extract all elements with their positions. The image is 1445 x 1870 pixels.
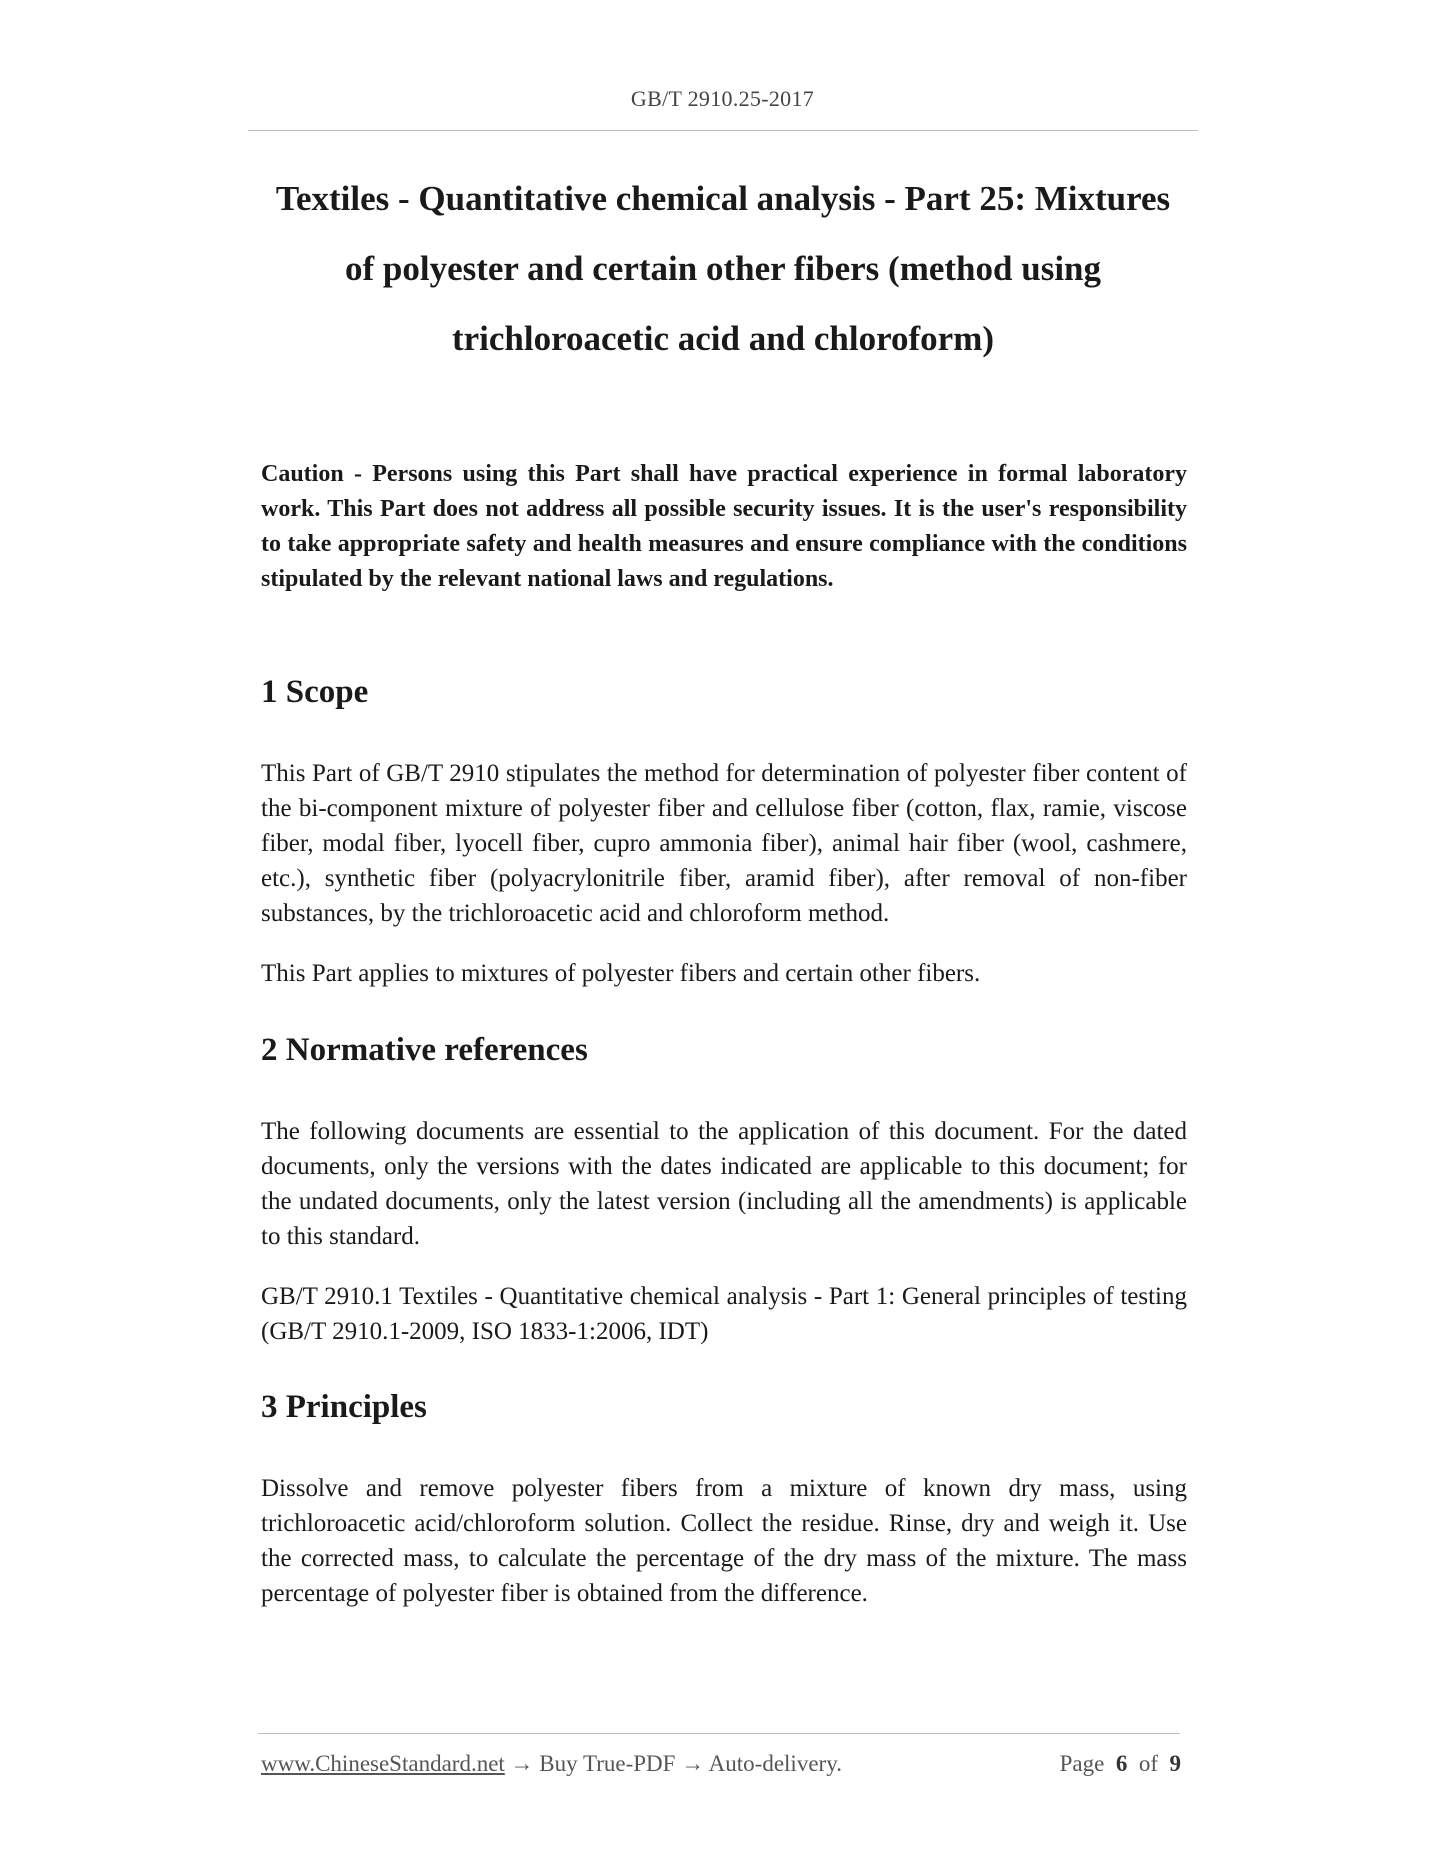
title-line-2: of polyester and certain other fibers (method using <box>344 249 1102 288</box>
chinesestandard-link[interactable]: www.ChineseStandard.net <box>261 1751 505 1776</box>
arrow-right-icon: → <box>510 1751 534 1776</box>
page-number <box>1060 1751 1181 1777</box>
page-total: 9 <box>1169 1751 1181 1776</box>
footer-promo <box>261 1751 842 1777</box>
section-heading-scope: 1 Scope <box>261 674 369 710</box>
header-divider <box>248 130 1198 131</box>
arrow-right-icon: → <box>681 1751 705 1776</box>
document-code-header: GB/T 2910.25-2017 <box>630 86 815 111</box>
page-of-label: of <box>1138 1751 1158 1776</box>
section-heading-principles: 3 Principles <box>261 1389 427 1425</box>
scope-paragraph-1: This Part of GB/T 2910 stipulates the method for determination of polyester fiber content of the bi-component mixture of polyester fiber and cellulose fiber (cotton, flax, ramie, viscose fiber, modal fiber, lyocell fiber, cupro ammonia fiber), animal hair fiber (wool, cashmere, etc.), synthetic fiber (polyacrylonitrile fiber, aramid fiber), after removal of non-fiber substances, by the trichloroacetic acid and chloroform method. <box>261 760 1187 927</box>
normative-reference-entry: GB/T 2910.1 Textiles - Quantitative chemical analysis - Part 1: General principles of testing (GB/T 2910.1-2009, ISO 1833-1:2006, IDT) <box>261 1283 1187 1345</box>
document-title <box>248 164 1198 374</box>
caution-paragraph: Caution - Persons using this Part shall have practical experience in formal laboratory work. This Part does not address all possible security issues. It is the user's responsibility to take appropriate safety and health measures and ensure compliance with the conditions stipulated by the relevant national laws and regulations. <box>261 461 1187 592</box>
normative-paragraph-1: The following documents are essential to the application of this document. For the dated documents, only the versions with the dates indicated are applicable to this document; for the undated documents, only the latest version (including all the amendments) is applicable to this standard. <box>261 1118 1187 1250</box>
page-current: 6 <box>1115 1751 1128 1776</box>
principles-paragraph: Dissolve and remove polyester fibers from a mixture of known dry mass, using trichloroacetic acid/chloroform solution. Collect the residue. Rinse, dry and weigh it. Use the corrected mass, to calculate the percentage of the dry mass of the mixture. The mass percentage of polyester fiber is obtained from the difference. <box>261 1475 1187 1607</box>
footer-delivery-text: Auto-delivery. <box>708 1751 842 1776</box>
footer-divider <box>258 1733 1180 1734</box>
title-line-3: trichloroacetic acid and chloroform) <box>451 319 995 358</box>
scope-paragraph-2: This Part applies to mixtures of polyester fibers and certain other fibers. <box>261 960 981 987</box>
title-line-1: Textiles - Quantitative chemical analysis - Part 25: Mixtures <box>275 179 1171 218</box>
footer-buy-text: Buy True-PDF <box>539 1751 676 1776</box>
section-heading-normative-references: 2 Normative references <box>261 1032 588 1068</box>
page-label: Page <box>1059 1751 1105 1776</box>
